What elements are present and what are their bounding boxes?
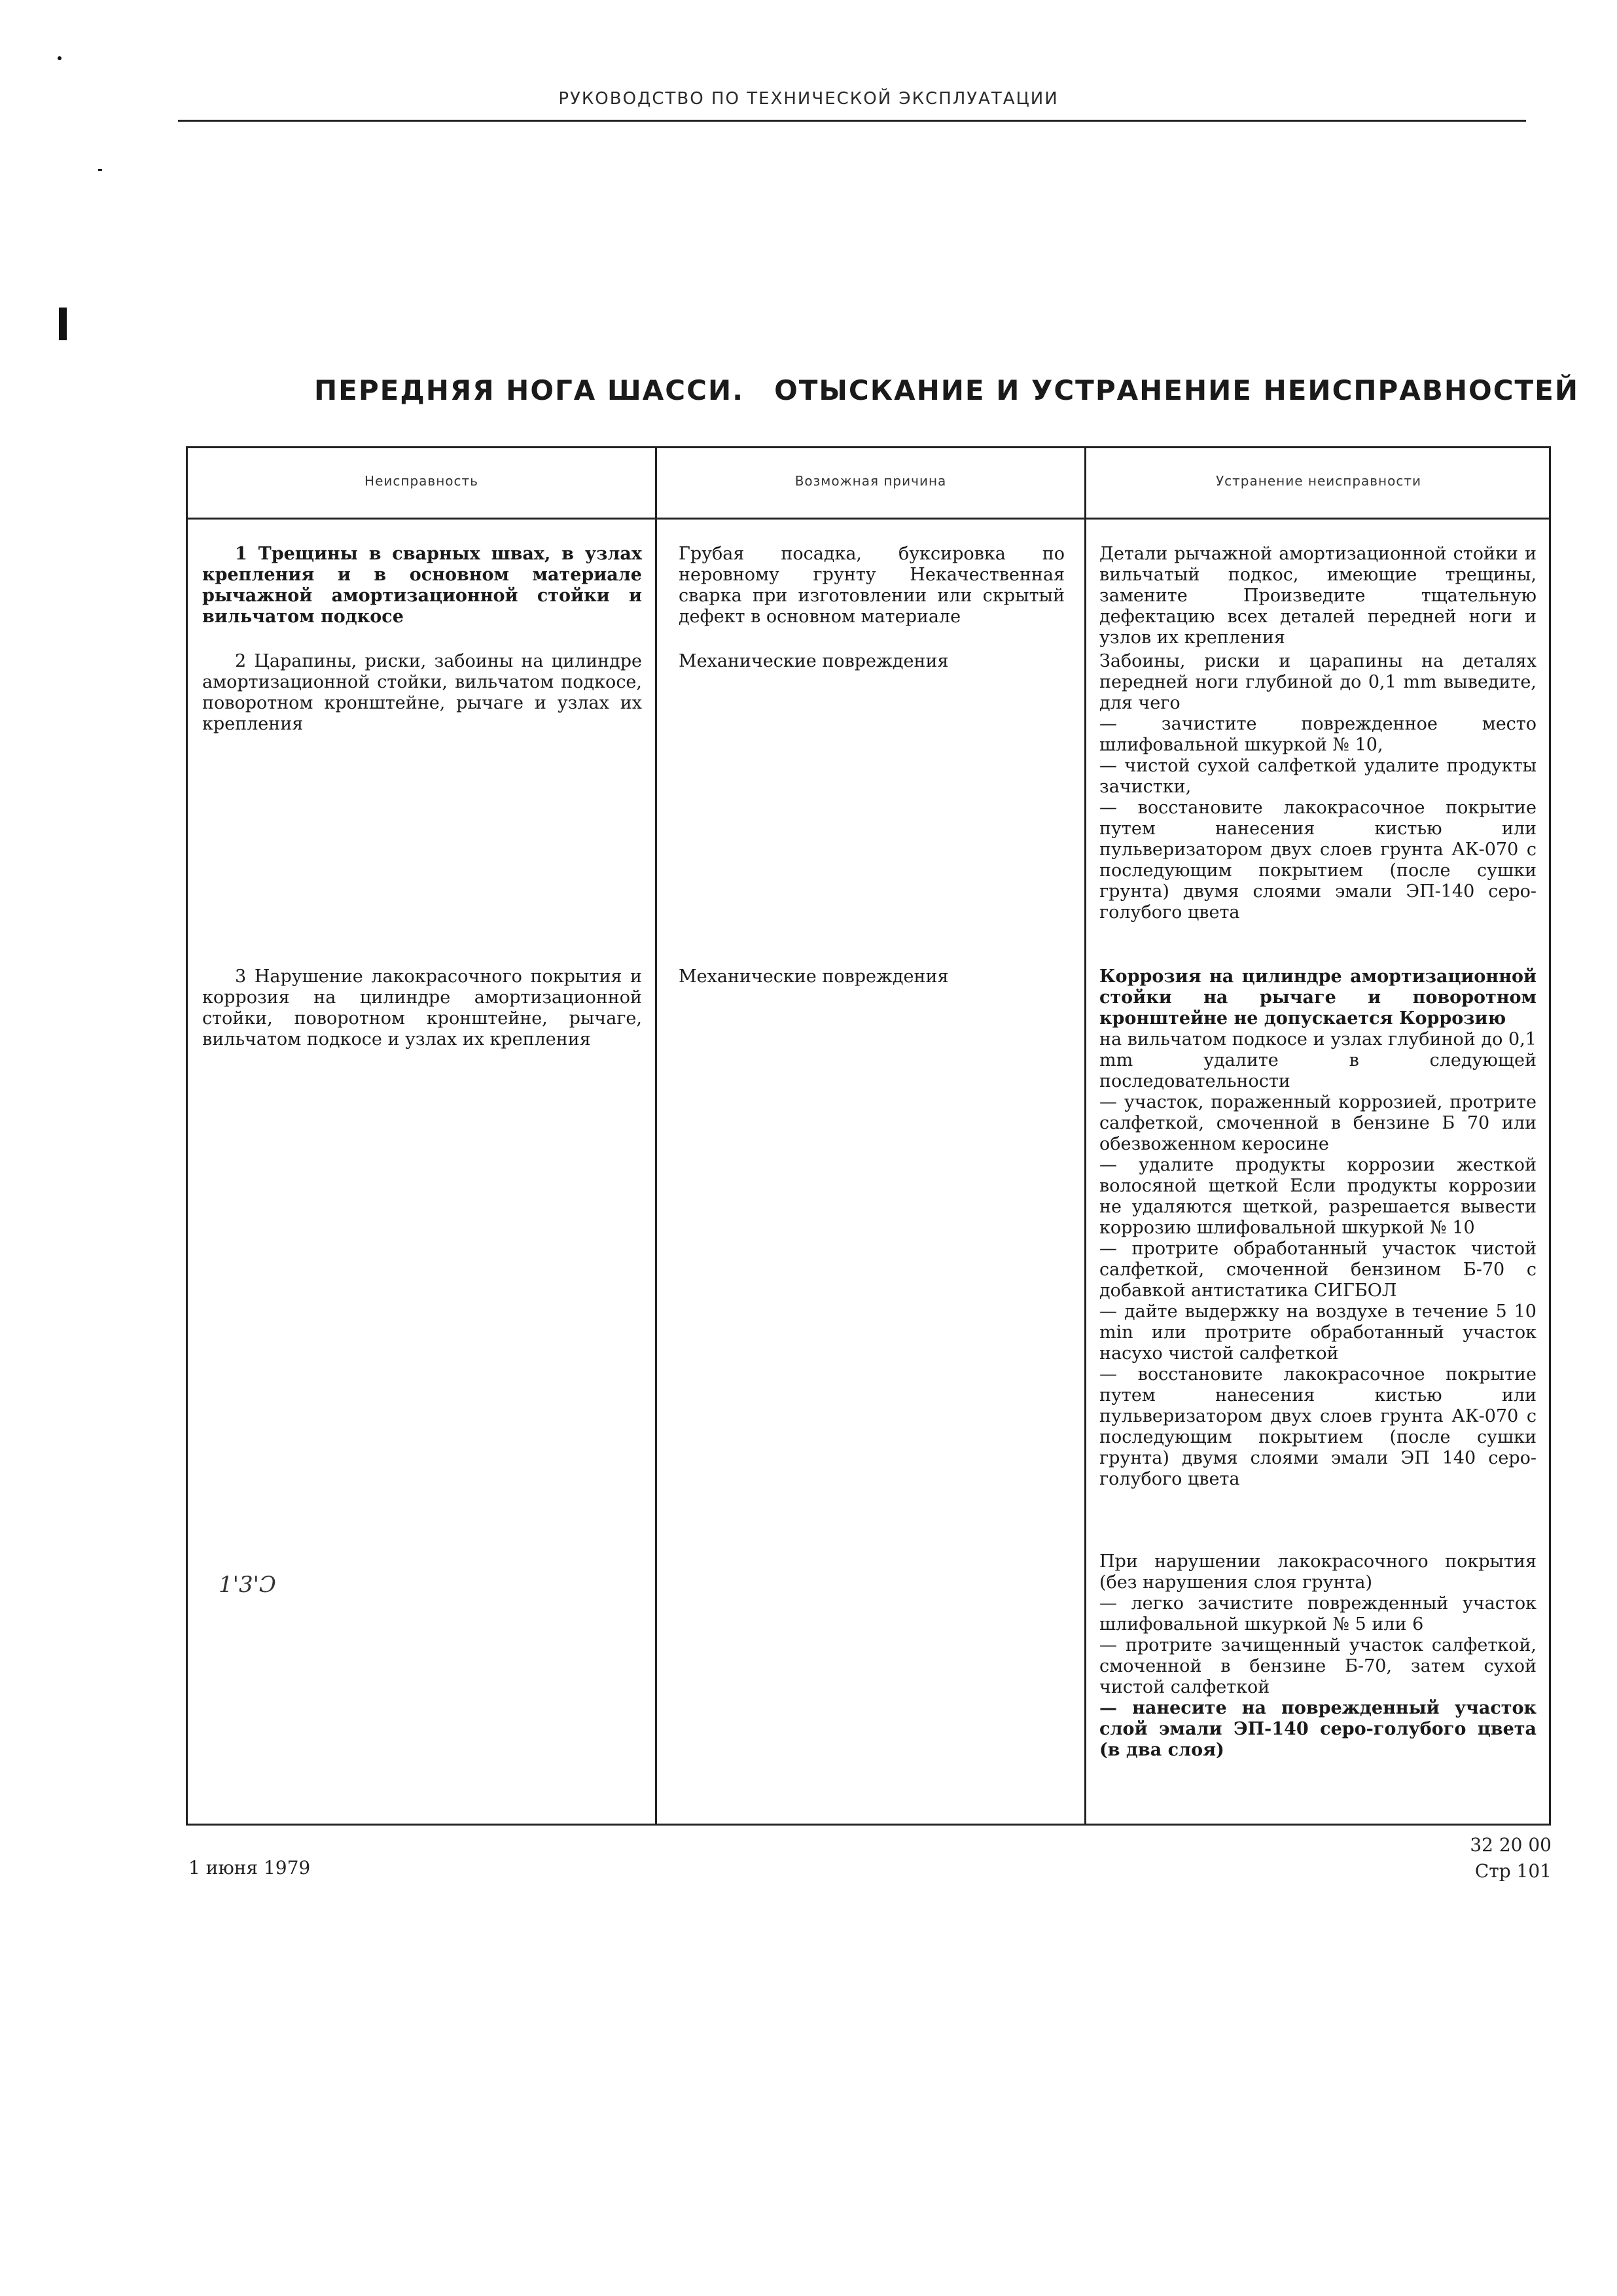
running-header: РУКОВОДСТВО ПО ТЕХНИЧЕСКОЙ ЭКСПЛУАТАЦИИ [558, 89, 1059, 109]
remedy-3-part-2 [1099, 1551, 1537, 1761]
column-header-remedy: Устранение неисправности [1215, 473, 1422, 489]
page-number: Стр 101 [1474, 1860, 1552, 1882]
section-code: 32 20 00 [1470, 1834, 1552, 1856]
remedy-3-line: на вильчатом подкосе и узлах глубиной до 0,1 mm удалите в следующей последовательности [1099, 1029, 1537, 1091]
remedy-3-line: — восстановите лакокрасочное покрытие путем нанесения кистью или пульверизатором двух слоев грунта АК-070 с последующим покрытием (после сушки грунта) двумя слоями эмали ЭП 140 серо-голубого цвета [1099, 1364, 1537, 1489]
remedy-2 [1099, 651, 1537, 923]
fault-1: 1 Трещины в сварных швах, в узлах крепления и в основном материале рычажной амортизационной стойки и вильчатом подкосе [202, 544, 642, 627]
cause-1: Грубая посадка, буксировка по неровному грунту Некачественная сварка при изготовлении или скрытый дефект в основном материале [679, 544, 1065, 627]
column-divider [655, 448, 657, 1824]
remedy-3b-final: — нанесите на поврежденный участок слой эмали ЭП-140 серо-голубого цвета (в два слоя) [1099, 1698, 1537, 1760]
remedy-2-line: Забоины, риски и царапины на деталях передней ноги глубиной до 0,1 mm выведите, для чего [1099, 651, 1537, 713]
fault-3: 3 Нарушение лакокрасочного покрытия и коррозия на цилиндре амортизационной стойки, поворотном кронштейне, рычаге, вильчатом подкосе и узлах их крепления [202, 966, 642, 1050]
remedy-3-line: — протрите обработанный участок чистой салфеткой, смоченной бензином Б-70 с добавкой антистатика СИГБОЛ [1099, 1239, 1537, 1301]
column-header-fault: Неисправность [364, 473, 478, 489]
cause-3: Механические повреждения [679, 966, 949, 987]
remedy-3 [1099, 966, 1537, 1490]
remedy-2-line: — зачистите поврежденное место шлифовальной шкуркой № 10, [1099, 714, 1537, 755]
remedy-3-line: — удалите продукты коррозии жесткой волосяной щеткой Если продукты коррозии не удаляются щеткой, разрешается вывести коррозию шлифовальной шкуркой № 10 [1099, 1155, 1537, 1238]
remedy-1: Детали рычажной амортизационной стойки и вильчатый подкос, имеющие трещины, замените Произведите тщательную дефектацию всех деталей передней ноги и узлов их крепления [1099, 544, 1537, 648]
title-part-1: ПЕРЕДНЯЯ НОГА ШАССИ. [314, 374, 745, 406]
footer-page-info [1470, 1832, 1552, 1884]
column-divider [1084, 448, 1086, 1824]
remedy-2-line: — восстановите лакокрасочное покрытие путем нанесения кистью или пульверизатором двух слоев грунта АК-070 с последующим покрытием (после сушки грунта) двумя слоями эмали ЭП-140 серо-голубого цвета [1099, 798, 1537, 923]
page-title [314, 374, 1579, 406]
column-header-cause: Возможная причина [794, 473, 947, 489]
header-divider [188, 518, 1549, 520]
remedy-3-line: — дайте выдержку на воздухе в течение 5 10 min или протрите обработанный участок насухо чистой салфеткой [1099, 1301, 1537, 1364]
remedy-3-warning: Коррозия на цилиндре амортизационной стойки на рычаге и поворотном кронштейне не допускается Коррозию [1099, 966, 1537, 1029]
remedy-3-line: — участок, пораженный коррозией, протрите салфеткой, смоченной в бензине Б 70 или обезвоженном керосине [1099, 1092, 1537, 1154]
scan-mark [59, 308, 67, 340]
margin-handwritten-note: 1'3'Ɔ [219, 1572, 276, 1598]
remedy-2-line: — чистой сухой салфеткой удалите продукты зачистки, [1099, 756, 1537, 797]
fault-2: 2 Царапины, риски, забоины на цилиндре амортизационной стойки, вильчатом подкосе, поворотном кронштейне, рычаге и узлах их крепления [202, 651, 642, 734]
title-part-2: ОТЫСКАНИЕ И УСТРАНЕНИЕ НЕИСПРАВНОСТЕЙ [774, 374, 1580, 406]
scan-mark [98, 169, 102, 171]
header-rule [178, 120, 1526, 122]
troubleshooting-table [186, 446, 1551, 1826]
remedy-3b-line: При нарушении лакокрасочного покрытия (без нарушения слоя грунта) [1099, 1551, 1537, 1593]
remedy-3b-line: — протрите зачищенный участок салфеткой, смоченной в бензине Б-70, затем сухой чистой салфеткой [1099, 1635, 1537, 1697]
footer-date: 1 июня 1979 [188, 1857, 311, 1879]
scan-mark [58, 56, 62, 60]
remedy-3b-line: — легко зачистите поврежденный участок шлифовальной шкуркой № 5 или 6 [1099, 1593, 1537, 1634]
cause-2: Механические повреждения [679, 651, 949, 671]
